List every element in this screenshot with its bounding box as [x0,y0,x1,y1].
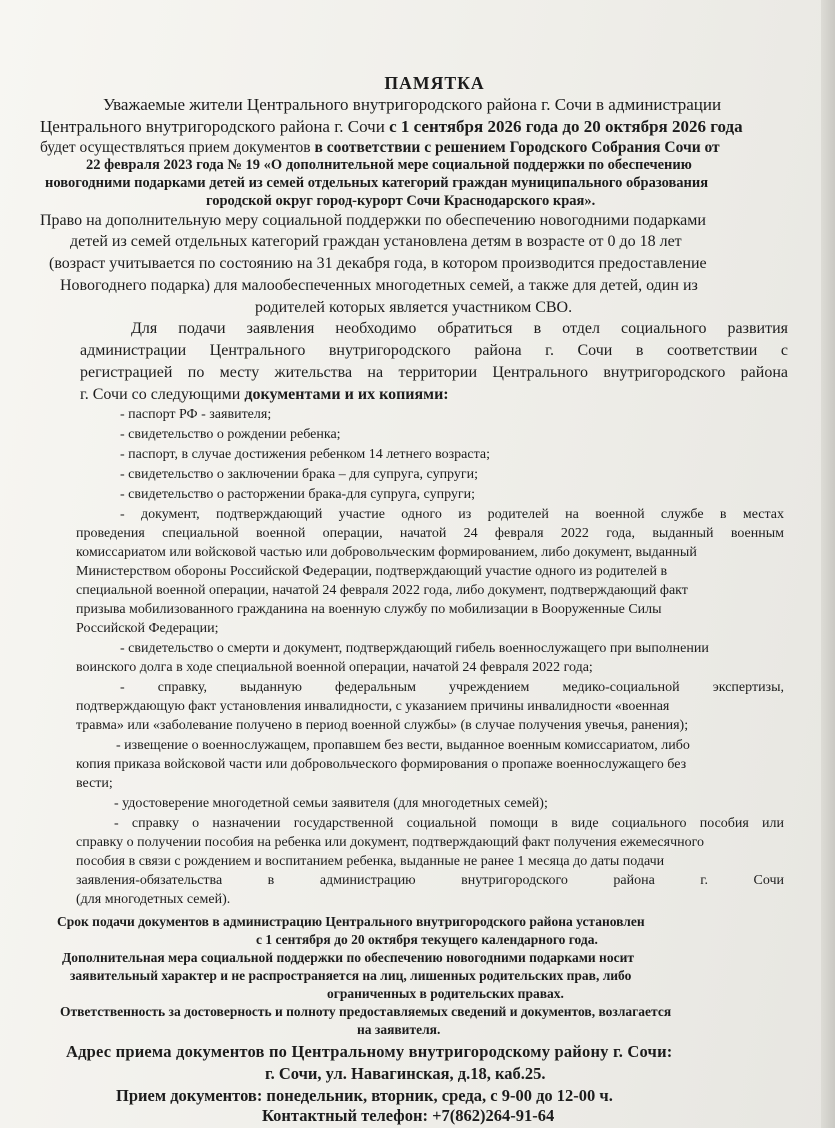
doc-item: - свидетельство о смерти и документ, подтверждающий гибель военнослужащего при выполнении [120,641,709,656]
apply-line-1: Для подачи заявления необходимо обратиться в отдел социального развития [131,320,788,337]
apply-line-2: администрации Центрального внутригородского района г. Сочи в соответствии с [80,342,788,359]
right-line-4: Новогоднего подарка) для малообеспеченных многодетных семей, а также для детей, один из [60,277,698,294]
doc-item-cont: пособия в связи с рождением и воспитанием ребенка, выданные не ранее 1 месяца до даты подачи [76,854,665,869]
address-title: Адрес приема документов по Центральному внутригородскому району г. Сочи: [66,1042,673,1061]
nature-note: Дополнительная мера социальной поддержки по обеспечению новогодними подарками носит [62,950,634,965]
doc-item: - справку о назначении государственной социальной помощи в виде социального пособия или [114,816,784,831]
doc-item-cont: заявления-обязательства в администрацию внутригородского района г. Сочи [76,873,784,888]
doc-item: - удостоверение многодетной семьи заявителя (для многодетных семей); [114,796,548,811]
apply-line-4 [80,387,449,403]
intro-dates: с 1 сентября 2026 года до 20 октября 2026 года [389,117,743,136]
intro-decision: в соответствии с решением Городского Собрания Сочи от [314,139,720,156]
doc-item: - справку, выданную федеральным учреждением медико-социальной экспертизы, [120,680,784,695]
doc-item: - документ, подтверждающий участие одного из родителей на военной службе в местах [120,507,784,522]
right-line-2: детей из семей отдельных категорий граждан установлена детям в возрасте от 0 до 18 лет [70,233,682,250]
intro-line-5: новогодними подарками детей из семей отдельных категорий граждан муниципального образования [45,175,709,191]
doc-item-cont: (для многодетных семей). [76,892,231,907]
intro-line-2-text: Центрального внутригородского района г. Сочи [40,117,390,136]
doc-item-cont: Министерством обороны Российской Федерации, подтверждающий участие одного из родителей в [76,564,668,579]
nature-note-cont: заявительный характер и не распространяется на лиц, лишенных родительских прав, либо [70,968,632,983]
doc-item-cont: копия приказа войсковой части или добровольческого формирования о пропаже военнослужащего без [76,757,687,772]
doc-item-cont: вести; [76,776,113,791]
doc-item-cont: справку о получении пособия на ребенка или документ, подтверждающий факт получения ежемесячного [76,835,704,850]
doc-item: - свидетельство о рождении ребенка; [120,427,341,442]
address-text: г. Сочи, ул. Навагинская, д.18, каб.25. [265,1064,546,1083]
responsibility-note-cont: на заявителя. [357,1022,441,1037]
deadline-note-cont: с 1 сентября до 20 октября текущего календарного года. [256,932,598,947]
intro-line-4: 22 февраля 2023 года № 19 «О дополнительной мере социальной поддержки по обеспечению [86,157,692,173]
contact-phone: Контактный телефон: +7(862)264-91-64 [262,1106,555,1125]
doc-item-cont: травма» или «заболевание получено в период военной службы» (в случае получения увечья, ранения); [76,718,689,733]
doc-item-cont: специальной военной операции, начатой 24 февраля 2022 года, либо документ, подтверждающий факт [76,583,688,598]
deadline-note: Срок подачи документов в администрацию Центрального внутригородского района установлен [57,914,645,929]
right-line-5: родителей которых является участником СВО. [255,299,573,316]
intro-line-3-text: будет осуществляться прием документов [40,139,315,156]
right-line-1: Право на дополнительную меру социальной поддержки по обеспечению новогодними подарками [40,212,706,229]
right-line-3: (возраст учитывается по состоянию на 31 декабря года, в котором производится предоставление [49,255,707,272]
doc-item-cont: Российской Федерации; [76,621,219,636]
memo-title: ПАМЯТКА [384,73,485,93]
intro-line-1: Уважаемые жители Центрального внутригородского района г. Сочи в администрации [103,95,722,114]
intro-line-6: городской округ город-курорт Сочи Краснодарского края». [206,193,596,209]
intro-line-2 [40,118,743,135]
doc-item: - свидетельство о расторжении брака-для супруга, супруги; [120,487,476,502]
doc-item: - паспорт РФ - заявителя; [120,407,272,422]
nature-note-cont: ограниченных в родительских правах. [327,986,564,1001]
doc-item: - свидетельство о заключении брака – для супруга, супруги; [120,467,478,482]
apply-line-3: регистрацией по месту жительства на территории Центрального внутригородского района [80,364,788,381]
doc-item-cont: воинского долга в ходе специальной военной операции, начатой 24 февраля 2022 года; [76,660,593,675]
doc-item-cont: комиссариатом или войсковой частью или добровольческим формированием, либо документ, выданный [76,545,697,560]
intro-line-3 [40,140,720,156]
doc-item-cont: проведения специальной военной операции, начатой 24 февраля 2022 года, выданный военным [76,526,784,541]
paper-edge-shadow [821,0,835,1128]
doc-item: - извещение о военнослужащем, пропавшем без вести, выданное военным комиссариатом, либо [116,738,690,753]
doc-item-cont: призыва мобилизованного гражданина на военную службу по мобилизации в Вооруженные Силы [76,602,662,617]
documents-heading: документами и их копиями: [244,386,449,403]
apply-line-4-text: г. Сочи со следующими [80,386,245,403]
responsibility-note: Ответственность за достоверность и полноту предоставляемых сведений и документов, возлагается [60,1004,672,1019]
doc-item-cont: подтверждающую факт установления инвалидности, с указанием причины инвалидности «военная [76,699,670,714]
office-hours: Прием документов: понедельник, вторник, среда, с 9-00 до 12-00 ч. [116,1086,613,1105]
doc-item: - паспорт, в случае достижения ребенком 14 летнего возраста; [120,447,490,462]
